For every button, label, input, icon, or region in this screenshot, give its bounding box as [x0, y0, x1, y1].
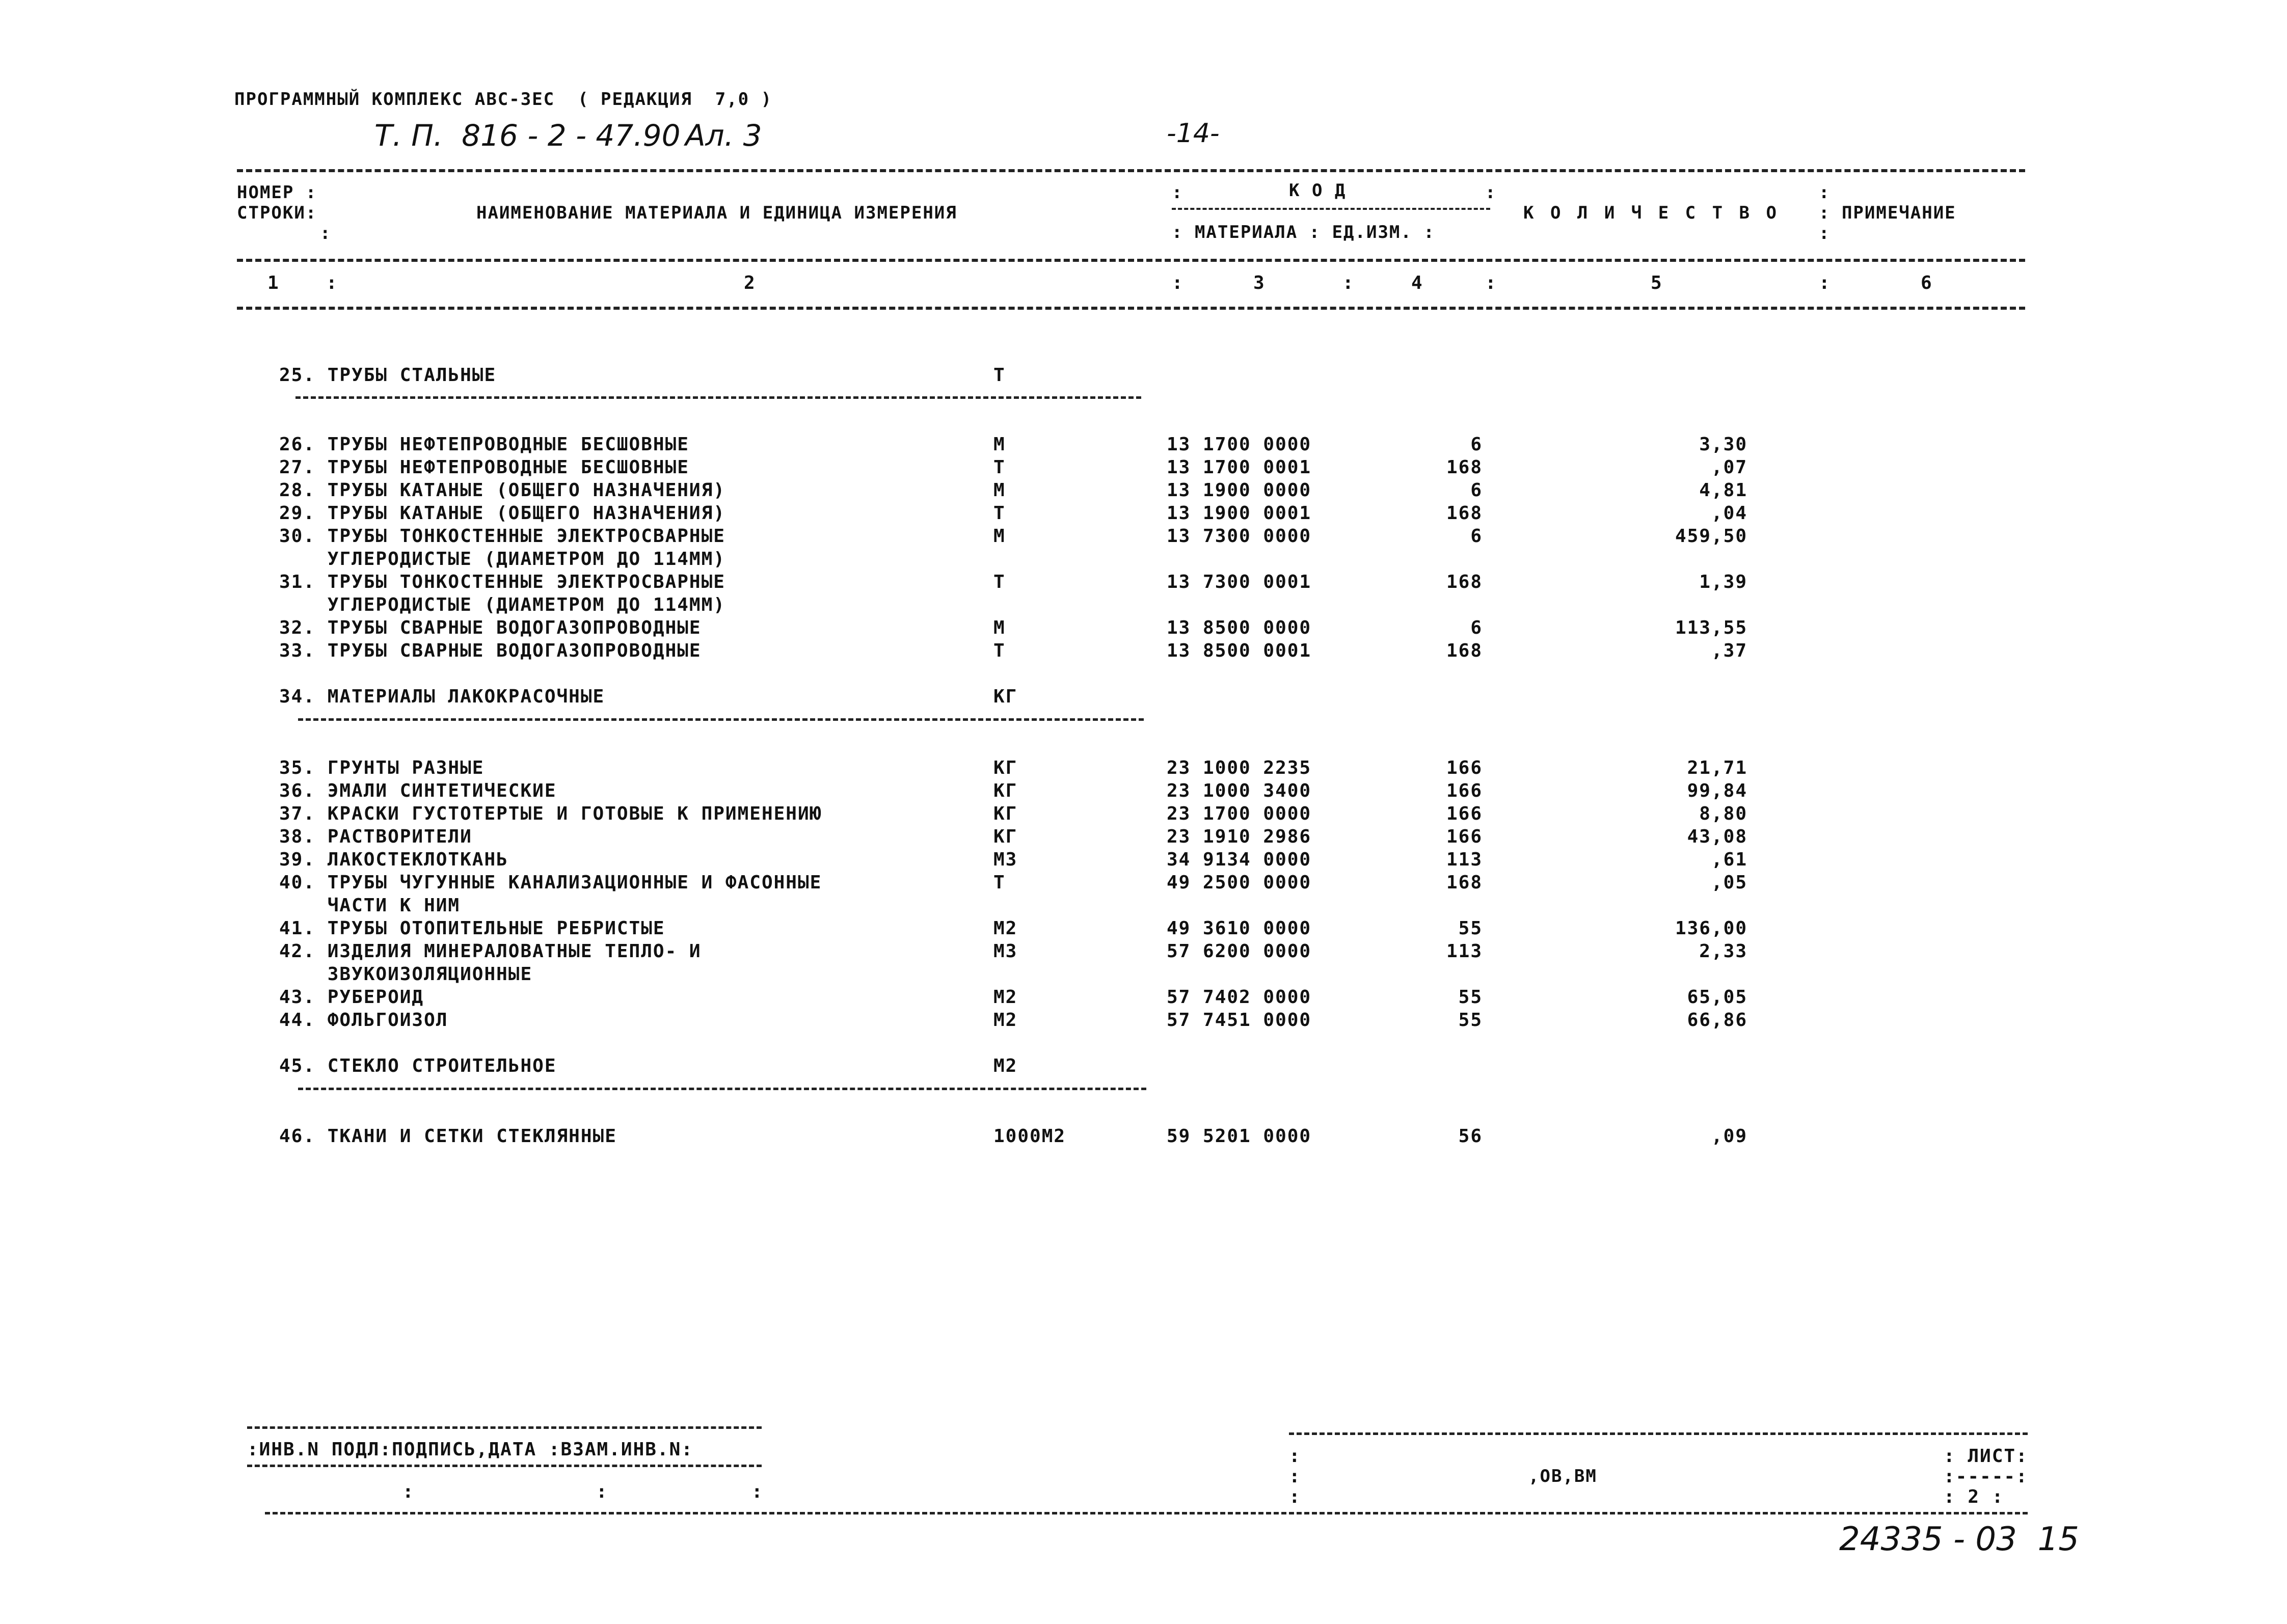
- row-unit: М2: [993, 918, 1018, 939]
- row-name: 45. СТЕКЛО СТРОИТЕЛЬНОЕ: [279, 1055, 557, 1076]
- row-code: 13 7300 0001: [1167, 572, 1312, 592]
- group-underline: [295, 396, 1141, 399]
- row-unit: М2: [993, 987, 1018, 1008]
- row-quantity: 459,50: [1675, 526, 1747, 547]
- table-row: [0, 434, 2287, 457]
- row-quantity: 8,80: [1699, 803, 1747, 824]
- program-title: ПРОГРАММНЫЙ КОМПЛЕКС АВС-3ЕС ( РЕДАКЦИЯ 7,0 ): [234, 89, 773, 110]
- column-sep-4: :: [1485, 273, 1497, 293]
- column-number-5: 5: [1651, 273, 1663, 293]
- row-quantity: 21,71: [1687, 757, 1747, 778]
- stamp-left-sep-3: :: [751, 1481, 764, 1502]
- sheet-label: : ЛИСТ:: [1944, 1446, 2028, 1467]
- row-unit: М: [993, 480, 1006, 501]
- stamp-right-sep-1: :: [1289, 1446, 1301, 1467]
- stamp-left-mid-rule: [247, 1465, 762, 1467]
- stamp-right-sep-3: :: [1289, 1486, 1301, 1507]
- table-row: [0, 987, 2287, 1010]
- row-name: ЧАСТИ К НИМ: [279, 895, 461, 916]
- row-code: 13 7300 0000: [1167, 526, 1312, 547]
- album-number: Ал. 3: [685, 118, 762, 153]
- row-quantity: ,09: [1711, 1126, 1747, 1147]
- row-name: 35. ГРУНТЫ РАЗНЫЕ: [279, 757, 485, 778]
- row-unit: КГ: [993, 757, 1018, 778]
- row-code: 23 1000 3400: [1167, 780, 1312, 801]
- row-code: 23 1000 2235: [1167, 757, 1312, 778]
- column-number-1: 1: [267, 273, 280, 293]
- row-unit: 1000М2: [993, 1126, 1066, 1147]
- table-row: [0, 1126, 2287, 1149]
- table-row-continuation: [0, 895, 2287, 918]
- row-unit: КГ: [993, 826, 1018, 847]
- row-name: 27. ТРУБЫ НЕФТЕПРОВОДНЫЕ БЕСШОВНЫЕ: [279, 457, 689, 478]
- header-code-sep-l: :: [1172, 182, 1183, 203]
- row-name: 41. ТРУБЫ ОТОПИТЕЛЬНЫЕ РЕБРИСТЫЕ: [279, 918, 665, 939]
- header-top-rule: [237, 169, 2025, 172]
- row-name: 30. ТРУБЫ ТОНКОСТЕННЫЕ ЭЛЕКТРОСВАРНЫЕ: [279, 526, 725, 547]
- row-quantity: 65,05: [1687, 987, 1747, 1008]
- row-unit-code: 166: [1446, 780, 1483, 801]
- row-unit: КГ: [993, 686, 1018, 707]
- row-name: 32. ТРУБЫ СВАРНЫЕ ВОДОГАЗОПРОВОДНЫЕ: [279, 617, 702, 638]
- header-row-number-1: НОМЕР :: [237, 182, 317, 203]
- table-row: [0, 941, 2287, 964]
- row-unit-code: 6: [1470, 526, 1483, 547]
- header-note-sep-bottom: :: [1819, 223, 1831, 243]
- stamp-left-sep-2: :: [596, 1481, 608, 1502]
- row-name: УГЛЕРОДИСТЫЕ (ДИАМЕТРОМ ДО 114ММ): [279, 549, 725, 570]
- row-name: 29. ТРУБЫ КАТАНЫЕ (ОБЩЕГО НАЗНАЧЕНИЯ): [279, 503, 725, 524]
- header-quantity: К О Л И Ч Е С Т В О: [1523, 203, 1780, 223]
- row-code: 13 1900 0001: [1167, 503, 1312, 524]
- table-row: [0, 1010, 2287, 1033]
- table-row: [0, 686, 2287, 710]
- row-name: 26. ТРУБЫ НЕФТЕПРОВОДНЫЕ БЕСШОВНЫЕ: [279, 434, 689, 455]
- sheet-rule: :-----:: [1944, 1466, 2028, 1487]
- row-unit-code: 6: [1470, 434, 1483, 455]
- row-name: 36. ЭМАЛИ СИНТЕТИЧЕСКИЕ: [279, 780, 557, 801]
- row-name: 42. ИЗДЕЛИЯ МИНЕРАЛОВАТНЫЕ ТЕПЛО- И: [279, 941, 702, 962]
- row-name: 34. МАТЕРИАЛЫ ЛАКОКРАСОЧНЫЕ: [279, 686, 605, 707]
- row-quantity: 3,30: [1699, 434, 1747, 455]
- table-row: [0, 918, 2287, 941]
- row-unit: Т: [993, 572, 1006, 592]
- table-row: [0, 572, 2287, 595]
- header-code-subcolumns: : МАТЕРИАЛА : ЕД.ИЗМ. :: [1172, 222, 1435, 242]
- row-unit-code: 168: [1446, 572, 1483, 592]
- table-row: [0, 780, 2287, 804]
- table-row: [0, 365, 2287, 388]
- row-unit-code: 6: [1470, 617, 1483, 638]
- row-quantity: 2,33: [1699, 941, 1747, 962]
- row-unit: КГ: [993, 780, 1018, 801]
- row-unit-code: 166: [1446, 826, 1483, 847]
- header-mid-rule: [237, 259, 2025, 262]
- row-unit-code: 6: [1470, 480, 1483, 501]
- sheet-number: : 2 :: [1944, 1486, 2004, 1507]
- column-number-6: 6: [1921, 273, 1933, 293]
- header-code-sep-r: :: [1485, 182, 1497, 203]
- column-sep-2: :: [1172, 273, 1184, 293]
- row-unit: Т: [993, 872, 1006, 893]
- row-quantity: 113,55: [1675, 617, 1747, 638]
- project-number: Т. П. 816 - 2 - 47.90: [374, 118, 681, 153]
- table-row: [0, 803, 2287, 827]
- header-bottom-rule: [237, 307, 2025, 310]
- row-unit-code: 168: [1446, 872, 1483, 893]
- row-unit: М: [993, 526, 1006, 547]
- row-code: 23 1910 2986: [1167, 826, 1312, 847]
- table-row: [0, 526, 2287, 549]
- row-unit-code: 168: [1446, 503, 1483, 524]
- column-number-3: 3: [1253, 273, 1266, 293]
- row-code: 34 9134 0000: [1167, 849, 1312, 870]
- row-name: 31. ТРУБЫ ТОНКОСТЕННЫЕ ЭЛЕКТРОСВАРНЫЕ: [279, 572, 725, 592]
- row-unit-code: 55: [1458, 987, 1483, 1008]
- row-code: 49 3610 0000: [1167, 918, 1312, 939]
- row-name: ЗВУКОИЗОЛЯЦИОННЫЕ: [279, 964, 533, 985]
- stamp-center-code: ,ОВ,ВМ: [1528, 1466, 1597, 1486]
- row-name: 44. ФОЛЬГОИЗОЛ: [279, 1010, 448, 1031]
- table-row-continuation: [0, 964, 2287, 987]
- header-code: К О Д: [1289, 180, 1347, 201]
- header-material-name: НАИМЕНОВАНИЕ МАТЕРИАЛА И ЕДИНИЦА ИЗМЕРЕНИЯ: [476, 203, 957, 223]
- row-unit: Т: [993, 640, 1006, 661]
- table-row: [0, 757, 2287, 781]
- table-row: [0, 503, 2287, 526]
- row-unit-code: 113: [1446, 849, 1483, 870]
- row-name: 28. ТРУБЫ КАТАНЫЕ (ОБЩЕГО НАЗНАЧЕНИЯ): [279, 480, 725, 501]
- row-unit: М2: [993, 1055, 1018, 1076]
- row-quantity: ,07: [1711, 457, 1747, 478]
- row-code: 49 2500 0000: [1167, 872, 1312, 893]
- header-note: : ПРИМЕЧАНИЕ: [1819, 203, 1956, 223]
- header-code-rule: [1172, 208, 1490, 210]
- row-unit: Т: [993, 457, 1006, 478]
- row-quantity: ,37: [1711, 640, 1747, 661]
- row-name: УГЛЕРОДИСТЫЕ (ДИАМЕТРОМ ДО 114ММ): [279, 594, 725, 615]
- table-row: [0, 826, 2287, 850]
- table-row: [0, 849, 2287, 873]
- column-number-2: 2: [744, 273, 756, 293]
- stamp-left-top-rule: [247, 1426, 762, 1429]
- stamp-right-top-rule: [1289, 1432, 2028, 1435]
- header-note-sep-top: :: [1819, 182, 1831, 203]
- row-quantity: 136,00: [1675, 918, 1747, 939]
- row-unit-code: 168: [1446, 457, 1483, 478]
- row-unit-code: 56: [1458, 1126, 1483, 1147]
- row-unit-code: 55: [1458, 918, 1483, 939]
- archive-number: 24335 - 03 15: [1839, 1521, 2079, 1558]
- row-code: 59 5201 0000: [1167, 1126, 1312, 1147]
- column-sep-1: :: [326, 273, 338, 293]
- column-sep-3: :: [1342, 273, 1355, 293]
- table-row-continuation: [0, 549, 2287, 572]
- row-name: 33. ТРУБЫ СВАРНЫЕ ВОДОГАЗОПРОВОДНЫЕ: [279, 640, 702, 661]
- header-row-number-3: :: [320, 223, 332, 243]
- row-unit: М3: [993, 849, 1018, 870]
- row-unit: М2: [993, 1010, 1018, 1031]
- column-number-4: 4: [1411, 273, 1423, 293]
- stamp-left-sep-1: :: [402, 1481, 415, 1502]
- row-unit: М: [993, 617, 1006, 638]
- row-quantity: ,04: [1711, 503, 1747, 524]
- row-quantity: ,61: [1711, 849, 1747, 870]
- row-quantity: 1,39: [1699, 572, 1747, 592]
- footer-bottom-rule: [265, 1512, 2028, 1514]
- row-unit: КГ: [993, 803, 1018, 824]
- stamp-left-labels: :ИНВ.N ПОДЛ:ПОДПИСЬ,ДАТА :ВЗАМ.ИНВ.N:: [247, 1439, 693, 1460]
- row-name: 40. ТРУБЫ ЧУГУННЫЕ КАНАЛИЗАЦИОННЫЕ И ФАСОННЫЕ: [279, 872, 822, 893]
- stamp-right-sep-2: :: [1289, 1466, 1301, 1487]
- table-row: [0, 872, 2287, 896]
- row-name: 25. ТРУБЫ СТАЛЬНЫЕ: [279, 365, 497, 386]
- header-row-number-2: СТРОКИ:: [237, 203, 317, 223]
- row-unit: М: [993, 434, 1006, 455]
- row-unit-code: 113: [1446, 941, 1483, 962]
- column-sep-5: :: [1819, 273, 1831, 293]
- row-code: 57 7402 0000: [1167, 987, 1312, 1008]
- row-name: 46. ТКАНИ И СЕТКИ СТЕКЛЯННЫЕ: [279, 1126, 617, 1147]
- row-quantity: 4,81: [1699, 480, 1747, 501]
- table-row: [0, 640, 2287, 664]
- table-row: [0, 480, 2287, 503]
- row-code: 13 1900 0000: [1167, 480, 1312, 501]
- row-unit: Т: [993, 365, 1006, 386]
- row-code: 13 8500 0001: [1167, 640, 1312, 661]
- row-unit-code: 166: [1446, 757, 1483, 778]
- row-name: 39. ЛАКОСТЕКЛОТКАНЬ: [279, 849, 508, 870]
- row-code: 57 6200 0000: [1167, 941, 1312, 962]
- row-name: 37. КРАСКИ ГУСТОТЕРТЫЕ И ГОТОВЫЕ К ПРИМЕНЕНИЮ: [279, 803, 822, 824]
- table-row: [0, 1055, 2287, 1079]
- row-quantity: 66,86: [1687, 1010, 1747, 1031]
- row-code: 57 7451 0000: [1167, 1010, 1312, 1031]
- table-row: [0, 617, 2287, 641]
- row-name: 38. РАСТВОРИТЕЛИ: [279, 826, 472, 847]
- row-code: 13 8500 0000: [1167, 617, 1312, 638]
- group-underline: [298, 718, 1144, 721]
- group-underline: [298, 1088, 1146, 1090]
- row-quantity: 43,08: [1687, 826, 1747, 847]
- row-unit: Т: [993, 503, 1006, 524]
- row-code: 23 1700 0000: [1167, 803, 1312, 824]
- page-number: -14-: [1167, 118, 1220, 149]
- row-unit-code: 55: [1458, 1010, 1483, 1031]
- table-row-continuation: [0, 594, 2287, 618]
- row-quantity: ,05: [1711, 872, 1747, 893]
- row-code: 13 1700 0000: [1167, 434, 1312, 455]
- row-unit: М3: [993, 941, 1018, 962]
- table-row: [0, 457, 2287, 480]
- row-code: 13 1700 0001: [1167, 457, 1312, 478]
- row-name: 43. РУБЕРОИД: [279, 987, 424, 1008]
- row-quantity: 99,84: [1687, 780, 1747, 801]
- row-unit-code: 168: [1446, 640, 1483, 661]
- row-unit-code: 166: [1446, 803, 1483, 824]
